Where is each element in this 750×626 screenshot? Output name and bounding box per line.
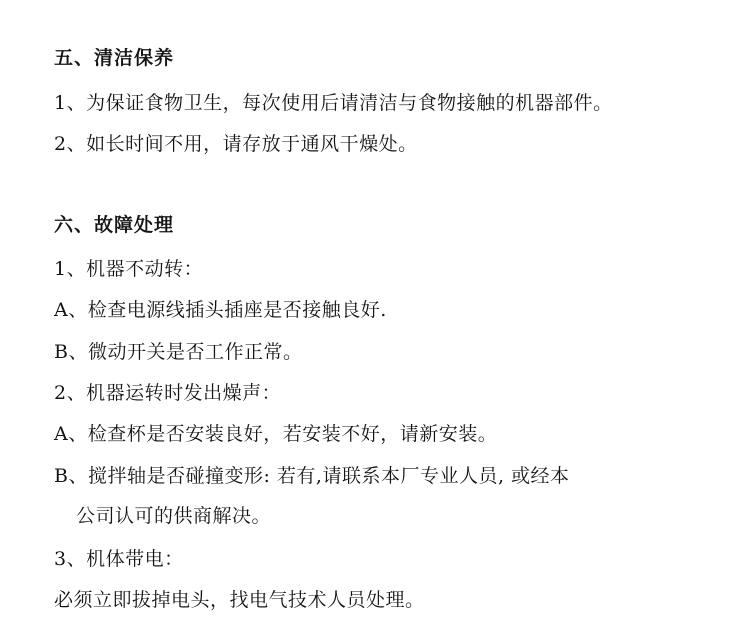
fault-1-check-a: A、检查电源线插头插座是否接触良好. (54, 299, 387, 321)
fault-2-check-b-continuation: 公司认可的供商解决。 (76, 505, 272, 527)
fault-2-title: 2、机器运转时发出燥声： (54, 382, 282, 404)
fault-1-check-b: B、微动开关是否工作正常。 (54, 341, 303, 363)
fault-3-action: 必须立即拔掉电头，找电气技术人员处理。 (54, 589, 425, 611)
fault-2-check-a: A、检查杯是否安装良好，若安装不好，请新安装。 (54, 423, 498, 445)
fault-2-check-b: B、搅拌轴是否碰撞变形: 若有,请联系本厂专业人员, 或经本 (54, 465, 570, 487)
section-5-item-2: 2、如长时间不用，请存放于通风干燥处。 (54, 133, 418, 155)
fault-3-title: 3、机体带电： (54, 548, 184, 570)
section-5-item-1: 1、为保证食物卫生，每次使用后请清洁与食物接触的机器部件。 (54, 92, 613, 114)
section-6-heading: 六、故障处理 (54, 214, 175, 236)
fault-1-title: 1、机器不动转： (54, 258, 204, 280)
section-5-heading: 五、清洁保养 (54, 47, 175, 69)
